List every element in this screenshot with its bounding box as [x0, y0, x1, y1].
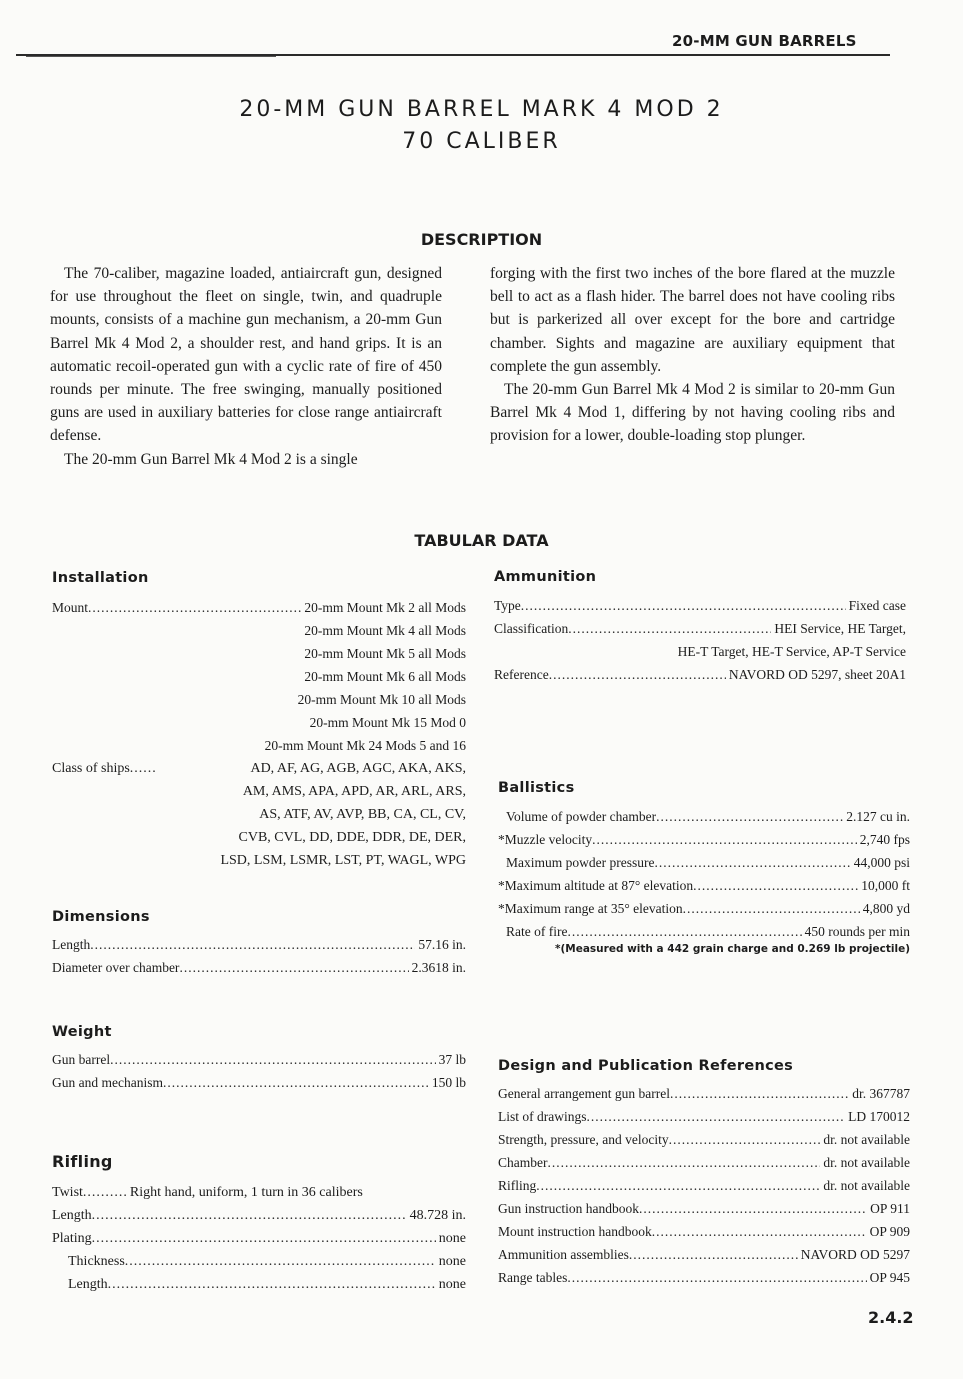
mount-item: 20-mm Mount Mk 15 Mod 0 — [309, 715, 466, 730]
leader-dots — [549, 663, 726, 686]
classification-continued: HE-T Target, HE-T Service, AP-T Service — [677, 644, 906, 659]
row-value: OP 909 — [869, 1224, 910, 1239]
ammunition-section — [494, 569, 906, 686]
row-value: 2.3618 in. — [411, 960, 466, 975]
row-value: 4,800 yd — [862, 901, 910, 916]
leader-dots — [656, 805, 843, 828]
row-label: Length — [68, 1277, 108, 1292]
table-row — [52, 1071, 466, 1094]
ballistics-section — [498, 780, 910, 955]
leader-dots — [110, 1048, 436, 1071]
table-row — [52, 596, 466, 619]
row-label: Gun barrel — [52, 1052, 111, 1067]
row-value: none — [438, 1231, 466, 1246]
row-label: Plating — [52, 1231, 92, 1246]
weight-section — [52, 1024, 466, 1094]
row-label: Range tables — [498, 1270, 568, 1285]
mount-item: 20-mm Mount Mk 24 Mods 5 and 16 — [264, 738, 466, 753]
ship-classes: AM, AMS, APA, APD, AR, ARL, ARS, — [242, 784, 466, 799]
ammunition-heading: Ammunition — [494, 569, 597, 585]
mount-item: 20-mm Mount Mk 10 all Mods — [297, 692, 466, 707]
table-row — [498, 1128, 910, 1151]
row-value: 450 rounds per min — [804, 924, 910, 939]
table-row — [494, 594, 906, 617]
row-label: *Maximum altitude at 87° elevation — [498, 878, 694, 893]
installation-section — [52, 570, 466, 872]
leader-dots — [652, 1220, 867, 1243]
row-value: OP 945 — [869, 1270, 910, 1285]
row-value: dr. not available — [823, 1132, 910, 1147]
tabular-heading: TABULAR DATA — [414, 531, 549, 550]
mount-item: 20-mm Mount Mk 6 all Mods — [304, 669, 466, 684]
table-row — [52, 1273, 466, 1296]
description-heading: DESCRIPTION — [420, 230, 543, 249]
table-row — [494, 617, 906, 640]
row-value: NAVORD OD 5297, sheet 20A1 — [728, 667, 906, 682]
row-value: 57.16 in. — [418, 937, 466, 952]
row-label: Chamber — [498, 1155, 548, 1170]
leader-dots — [83, 1181, 127, 1204]
installation-heading: Installation — [52, 570, 149, 586]
leader-dots — [521, 594, 846, 617]
table-row — [52, 933, 466, 956]
row-value: HEI Service, HE Target, — [774, 621, 906, 636]
row-label: Reference — [494, 667, 549, 682]
table-row — [498, 1220, 910, 1243]
table-row — [52, 757, 466, 780]
row-value: Fixed case — [848, 598, 906, 613]
row-value: OP 911 — [870, 1201, 910, 1216]
row-label: Length — [52, 1208, 92, 1223]
leader-dots — [548, 1151, 821, 1174]
running-head: 20-MM GUN BARRELS — [672, 32, 857, 50]
ballistics-footnote: *(Measured with a 442 grain charge and 0.269 lb projectile) — [554, 943, 910, 955]
title-line-2: 70 CALIBER — [402, 129, 561, 154]
rifling-heading: Rifling — [52, 1152, 113, 1171]
leader-dots — [163, 1071, 429, 1094]
row-value: 2,740 fps — [859, 832, 910, 847]
row-label: General arrangement gun barrel — [498, 1086, 671, 1101]
ship-classes: LSD, LSM, LSMR, LST, PT, WAGL, WPG — [220, 853, 466, 868]
table-row — [498, 828, 910, 851]
leader-dots — [629, 1243, 798, 1266]
row-value: dr. not available — [823, 1155, 910, 1170]
table-row — [498, 1105, 910, 1128]
description-paragraph: The 20-mm Gun Barrel Mk 4 Mod 2 is a single — [64, 450, 358, 468]
table-row — [494, 663, 906, 686]
leader-dots — [568, 617, 771, 640]
row-value: 2.127 cu in. — [846, 809, 910, 824]
row-label: Gun instruction handbook — [498, 1201, 639, 1216]
description-paragraph: The 70-caliber, magazine loaded, antiaircraft gun, designed for use throughout the fleet on single, twin, and quadruple mounts, consists of a machine gun mechanism, a 20-mm Gun Barrel Mk 4 Mod 2, a shoulder rest, and hand grips. It is an automatic recoil-operated gun with a cyclic rate of fire of 450 rounds per minute. The free swinging, manually positioned guns are used in auxiliary batteries for close range antiaircraft defense. — [50, 265, 442, 445]
dimensions-heading: Dimensions — [52, 909, 150, 925]
leader-dots — [693, 874, 858, 897]
leader-dots — [536, 1174, 820, 1197]
references-heading: Design and Publication References — [498, 1058, 794, 1074]
row-label: Gun and mechanism — [52, 1075, 163, 1090]
row-label: Maximum powder pressure — [506, 855, 655, 870]
row-label: Twist — [52, 1185, 83, 1200]
leader-dots — [90, 933, 415, 956]
row-value: Right hand, uniform, 1 turn in 36 calibers — [129, 1185, 363, 1200]
leader-dots — [88, 596, 301, 619]
row-value: 37 lb — [438, 1052, 466, 1067]
leader-dots — [587, 1105, 846, 1128]
references-section — [498, 1058, 910, 1289]
row-label: Mount — [52, 600, 89, 615]
row-label: *Maximum range at 35° elevation — [498, 901, 683, 916]
table-row — [498, 874, 910, 897]
dimensions-section — [52, 909, 466, 979]
table-row — [52, 956, 466, 979]
leader-dots — [567, 920, 801, 943]
table-row — [52, 1227, 466, 1250]
row-value: 150 lb — [431, 1075, 466, 1090]
leader-dots — [567, 1266, 866, 1289]
leader-dots — [179, 956, 408, 979]
ballistics-heading: Ballistics — [498, 780, 575, 796]
page-title — [0, 94, 963, 158]
leader-dots — [108, 1273, 436, 1296]
row-value: NAVORD OD 5297 — [800, 1247, 910, 1262]
row-value: AD, AF, AG, AGB, AGC, AKA, AKS, — [250, 761, 466, 776]
description-left-column — [50, 262, 442, 471]
row-label: List of drawings — [498, 1109, 587, 1124]
row-value: 20-mm Mount Mk 2 all Mods — [304, 600, 466, 615]
description-paragraph: forging with the first two inches of the bore flared at the muzzle bell to act as a flash hider. The barrel does not have cooling ribs but is parkerized all over except for the bore and cartridge chamber. Sights and magazine are auxiliary equipment that complete the gun assembly. — [490, 265, 895, 375]
table-row — [498, 1151, 910, 1174]
ship-classes: CVB, CVL, DD, DDE, DDR, DE, DER, — [238, 830, 466, 845]
weight-heading: Weight — [52, 1024, 112, 1040]
row-label: Length — [52, 937, 91, 952]
ship-classes: AS, ATF, AV, AVP, BB, CA, CL, CV, — [259, 807, 466, 822]
table-row — [498, 1174, 910, 1197]
leader-dots — [130, 757, 156, 780]
mount-item: 20-mm Mount Mk 5 all Mods — [304, 646, 466, 661]
table-row — [498, 805, 910, 828]
leader-dots — [639, 1197, 867, 1220]
description-paragraph: The 20-mm Gun Barrel Mk 4 Mod 2 is similar to 20-mm Gun Barrel Mk 4 Mod 1, differing by not having cooling ribs and provision for a lower, double-loading stop plunger. — [490, 381, 895, 445]
row-label: Strength, pressure, and velocity — [498, 1132, 669, 1147]
row-value: dr. 367787 — [852, 1086, 910, 1101]
row-value: none — [438, 1254, 466, 1269]
table-row — [498, 897, 910, 920]
leader-dots — [669, 1128, 821, 1151]
leader-dots — [92, 1204, 407, 1227]
row-label: Type — [494, 598, 521, 613]
leader-dots — [92, 1227, 436, 1250]
row-value: 48.728 in. — [409, 1208, 466, 1223]
leader-dots — [654, 851, 850, 874]
row-label: Diameter over chamber — [52, 960, 180, 975]
row-label: Volume of powder chamber — [506, 809, 657, 824]
table-row — [498, 1243, 910, 1266]
mount-item: 20-mm Mount Mk 4 all Mods — [304, 623, 466, 638]
table-row — [498, 1266, 910, 1289]
row-label: Rate of fire — [506, 924, 568, 939]
leader-dots — [125, 1250, 436, 1273]
rifling-section — [52, 1152, 466, 1296]
table-row — [498, 1197, 910, 1220]
table-row — [498, 1082, 910, 1105]
row-label: Class of ships — [52, 761, 130, 776]
table-row — [498, 851, 910, 874]
header-rule-shadow — [26, 56, 276, 57]
row-label: *Muzzle velocity — [498, 832, 593, 847]
table-row — [52, 1048, 466, 1071]
row-value: 44,000 psi — [853, 855, 910, 870]
table-row — [52, 1250, 466, 1273]
row-label: Thickness — [68, 1254, 125, 1269]
row-label: Classification — [494, 621, 569, 636]
row-label: Mount instruction handbook — [498, 1224, 652, 1239]
description-right-column — [490, 262, 895, 448]
row-value: LD 170012 — [848, 1109, 910, 1124]
page-number: 2.4.2 — [868, 1308, 914, 1327]
table-row — [52, 1181, 466, 1204]
row-value: 10,000 ft — [861, 878, 910, 893]
table-row — [52, 1204, 466, 1227]
leader-dots — [592, 828, 857, 851]
row-label: Rifling — [498, 1178, 537, 1193]
title-line-1: 20-MM GUN BARREL MARK 4 MOD 2 — [239, 97, 724, 122]
leader-dots — [670, 1082, 849, 1105]
row-value: none — [438, 1277, 466, 1292]
leader-dots — [683, 897, 860, 920]
row-label: Ammunition assemblies — [498, 1247, 629, 1262]
table-row — [498, 920, 910, 943]
row-value: dr. not available — [823, 1178, 910, 1193]
